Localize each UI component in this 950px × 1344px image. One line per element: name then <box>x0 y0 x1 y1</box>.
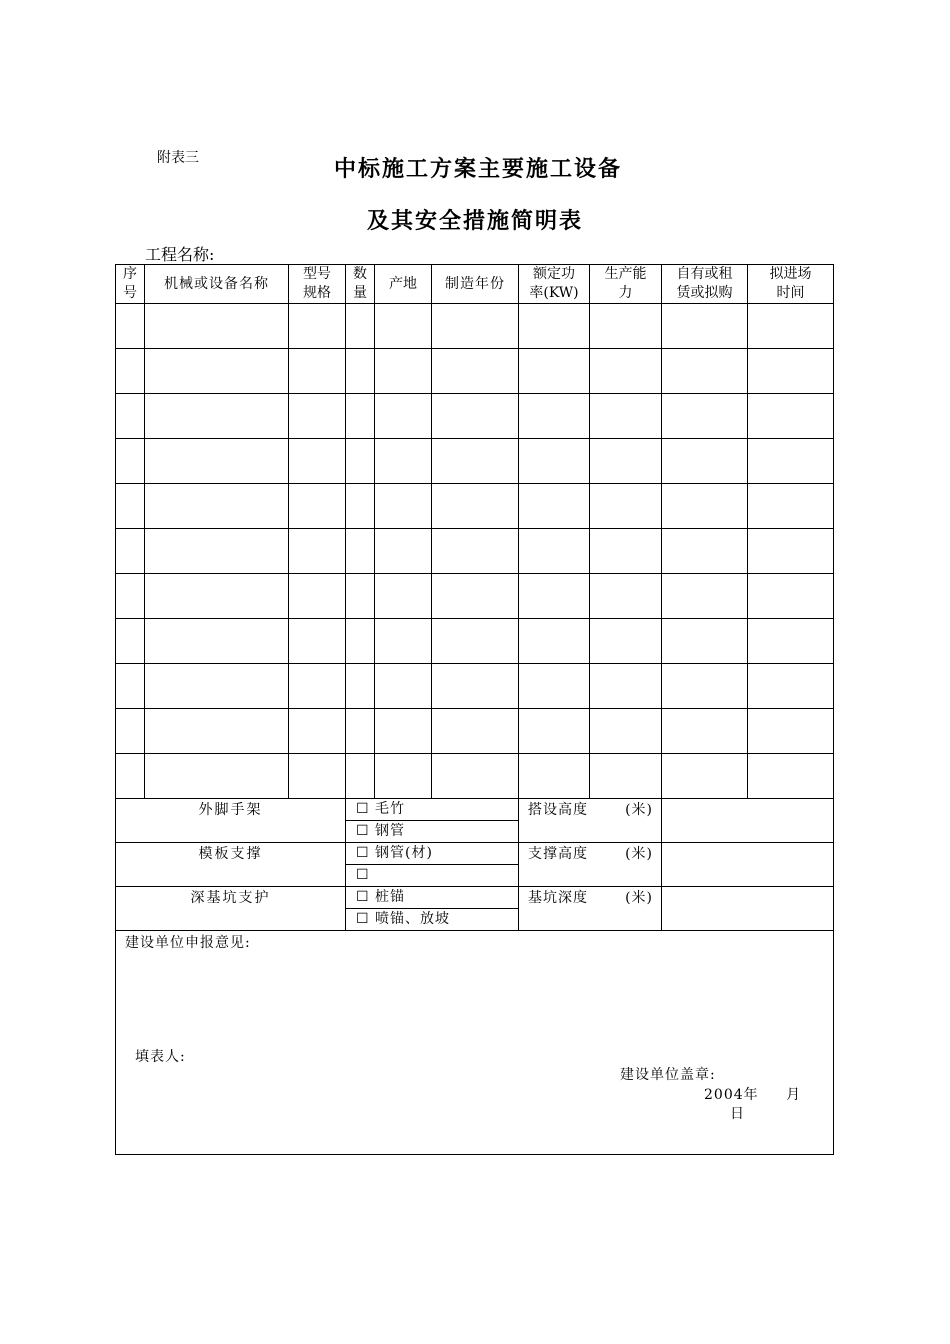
table-cell[interactable] <box>432 484 519 529</box>
header-cell: 自有或租 赁或拟购 <box>662 265 748 304</box>
table-cell[interactable] <box>432 439 519 484</box>
table-cell[interactable] <box>346 439 375 484</box>
table-row <box>116 754 834 799</box>
table-cell[interactable] <box>346 709 375 754</box>
table-cell[interactable] <box>590 754 662 799</box>
table-cell[interactable] <box>116 664 145 709</box>
table-cell[interactable] <box>346 484 375 529</box>
measure-value-cell[interactable] <box>662 799 834 843</box>
equipment-table <box>115 264 834 1155</box>
table-cell[interactable] <box>748 619 834 664</box>
date-month: 月 <box>786 1087 802 1103</box>
appendix-label: 附表三 <box>157 150 199 166</box>
table-cell[interactable] <box>375 484 432 529</box>
table-cell[interactable] <box>145 664 289 709</box>
option-checkbox[interactable]: ☐ 钢管(材) <box>346 843 519 865</box>
table-cell[interactable] <box>145 439 289 484</box>
table-cell[interactable] <box>519 349 590 394</box>
table-cell[interactable] <box>519 484 590 529</box>
table-cell[interactable] <box>590 439 662 484</box>
table-cell[interactable] <box>662 484 748 529</box>
table-cell[interactable] <box>432 394 519 439</box>
table-cell[interactable] <box>748 394 834 439</box>
table-cell[interactable] <box>375 574 432 619</box>
table-cell[interactable] <box>145 574 289 619</box>
date-day: 日 <box>730 1106 745 1122</box>
table-cell[interactable] <box>590 394 662 439</box>
table-cell[interactable] <box>145 349 289 394</box>
table-cell[interactable] <box>375 754 432 799</box>
option-checkbox[interactable]: ☐ 毛竹 <box>346 799 519 821</box>
table-cell[interactable] <box>346 754 375 799</box>
date-year: 2004年 <box>704 1087 759 1103</box>
header-cell: 生产能 力 <box>590 265 662 304</box>
table-cell[interactable] <box>375 619 432 664</box>
table-cell[interactable] <box>748 439 834 484</box>
table-cell[interactable] <box>375 394 432 439</box>
table-cell[interactable] <box>346 304 375 349</box>
header-cell: 序 号 <box>116 265 145 304</box>
table-cell[interactable] <box>590 574 662 619</box>
table-cell[interactable] <box>519 439 590 484</box>
table-cell[interactable] <box>662 709 748 754</box>
table-cell[interactable] <box>375 439 432 484</box>
header-cell: 制造年份 <box>432 265 519 304</box>
table-cell[interactable] <box>289 484 346 529</box>
table-cell[interactable] <box>145 709 289 754</box>
table-cell[interactable] <box>116 304 145 349</box>
table-cell[interactable] <box>116 394 145 439</box>
table-cell[interactable] <box>748 754 834 799</box>
table-row <box>116 664 834 709</box>
table-cell[interactable] <box>432 349 519 394</box>
table-cell[interactable] <box>432 619 519 664</box>
table-cell[interactable] <box>519 529 590 574</box>
table-cell[interactable] <box>662 439 748 484</box>
option-checkbox[interactable]: ☐ 喷锚、放坡 <box>346 909 519 931</box>
header-cell: 机械或设备名称 <box>145 265 289 304</box>
option-checkbox[interactable]: ☐ 钢管 <box>346 821 519 843</box>
table-cell[interactable] <box>346 574 375 619</box>
measure-row-foundation-pit <box>116 887 834 909</box>
table-cell[interactable] <box>145 394 289 439</box>
table-cell[interactable] <box>662 529 748 574</box>
table-cell[interactable] <box>346 529 375 574</box>
measure-label: 深基坑支护 <box>116 887 346 931</box>
table-cell[interactable] <box>748 529 834 574</box>
table-cell[interactable] <box>748 484 834 529</box>
table-cell[interactable] <box>432 529 519 574</box>
table-cell[interactable] <box>662 349 748 394</box>
table-cell[interactable] <box>432 709 519 754</box>
table-cell[interactable] <box>519 619 590 664</box>
table-cell[interactable] <box>662 304 748 349</box>
table-cell[interactable] <box>748 664 834 709</box>
table-cell[interactable] <box>289 709 346 754</box>
table-cell[interactable] <box>145 484 289 529</box>
table-cell[interactable] <box>116 439 145 484</box>
header-cell: 额定功 率(KW) <box>519 265 590 304</box>
measure-field-label: 支撑高度 (米) <box>519 843 662 887</box>
table-cell[interactable] <box>116 484 145 529</box>
table-cell[interactable] <box>289 664 346 709</box>
table-cell[interactable] <box>375 709 432 754</box>
table-cell[interactable] <box>662 664 748 709</box>
table-cell[interactable] <box>590 664 662 709</box>
table-cell[interactable] <box>748 574 834 619</box>
header-cell: 产地 <box>375 265 432 304</box>
table-cell[interactable] <box>116 709 145 754</box>
table-cell[interactable] <box>346 664 375 709</box>
table-cell[interactable] <box>116 349 145 394</box>
measure-label: 外脚手架 <box>116 799 346 843</box>
table-cell[interactable] <box>519 574 590 619</box>
measure-field-label: 搭设高度 (米) <box>519 799 662 843</box>
table-row <box>116 529 834 574</box>
table-row <box>116 349 834 394</box>
opinion-box[interactable] <box>116 931 834 1155</box>
table-cell[interactable] <box>375 349 432 394</box>
table-row <box>116 619 834 664</box>
table-cell[interactable] <box>289 439 346 484</box>
table-cell[interactable] <box>289 394 346 439</box>
measure-row-formwork <box>116 843 834 865</box>
table-cell[interactable] <box>289 619 346 664</box>
table-cell[interactable] <box>289 754 346 799</box>
table-cell[interactable] <box>519 664 590 709</box>
table-cell[interactable] <box>590 304 662 349</box>
table-row <box>116 394 834 439</box>
header-cell: 型号 规格 <box>289 265 346 304</box>
option-checkbox[interactable]: ☐ <box>346 865 519 887</box>
measure-row-scaffold <box>116 799 834 821</box>
table-cell[interactable] <box>346 394 375 439</box>
table-cell[interactable] <box>662 754 748 799</box>
option-checkbox[interactable]: ☐ 桩锚 <box>346 887 519 909</box>
table-row <box>116 439 834 484</box>
measure-label: 模板支撑 <box>116 843 346 887</box>
page-title-line1: 中标施工方案主要施工设备 <box>333 156 622 182</box>
page-title-line2: 及其安全措施简明表 <box>366 208 583 234</box>
table-cell[interactable] <box>116 754 145 799</box>
table-cell[interactable] <box>662 574 748 619</box>
table-cell[interactable] <box>289 349 346 394</box>
table-cell[interactable] <box>432 304 519 349</box>
table-cell[interactable] <box>116 529 145 574</box>
table-cell[interactable] <box>519 754 590 799</box>
table-row <box>116 709 834 754</box>
table-row <box>116 304 834 349</box>
table-row <box>116 574 834 619</box>
measure-field-label: 基坑深度 (米) <box>519 887 662 931</box>
table-cell[interactable] <box>346 349 375 394</box>
table-cell[interactable] <box>375 529 432 574</box>
table-cell[interactable] <box>519 709 590 754</box>
table-cell[interactable] <box>590 484 662 529</box>
measure-value-cell[interactable] <box>662 843 834 887</box>
table-cell[interactable] <box>519 394 590 439</box>
date-line <box>704 1086 833 1124</box>
table-cell[interactable] <box>432 664 519 709</box>
table-cell[interactable] <box>145 304 289 349</box>
table-cell[interactable] <box>432 574 519 619</box>
opinion-label: 建设单位申报意见: <box>125 935 251 951</box>
table-cell[interactable] <box>289 529 346 574</box>
table-cell[interactable] <box>145 619 289 664</box>
opinion-row <box>116 931 834 1155</box>
table-cell[interactable] <box>748 349 834 394</box>
seal-label: 建设单位盖章: <box>620 1067 716 1083</box>
table-cell[interactable] <box>289 574 346 619</box>
filler-label: 填表人: <box>135 1049 186 1065</box>
table-cell[interactable] <box>289 304 346 349</box>
table-header-row <box>116 265 834 304</box>
project-name-label: 工程名称: <box>145 245 215 264</box>
table-cell[interactable] <box>590 709 662 754</box>
table-row <box>116 484 834 529</box>
table-cell[interactable] <box>590 529 662 574</box>
table-cell[interactable] <box>346 619 375 664</box>
table-cell[interactable] <box>590 619 662 664</box>
table-cell[interactable] <box>748 709 834 754</box>
table-cell[interactable] <box>145 529 289 574</box>
table-cell[interactable] <box>375 304 432 349</box>
header-cell: 数 量 <box>346 265 375 304</box>
measure-value-cell[interactable] <box>662 887 834 931</box>
table-cell[interactable] <box>116 574 145 619</box>
table-cell[interactable] <box>145 754 289 799</box>
table-cell[interactable] <box>519 304 590 349</box>
table-cell[interactable] <box>662 619 748 664</box>
table-cell[interactable] <box>375 664 432 709</box>
table-cell[interactable] <box>590 349 662 394</box>
table-cell[interactable] <box>748 304 834 349</box>
table-cell[interactable] <box>116 619 145 664</box>
table-cell[interactable] <box>432 754 519 799</box>
header-cell: 拟进场 时间 <box>748 265 834 304</box>
table-cell[interactable] <box>662 394 748 439</box>
